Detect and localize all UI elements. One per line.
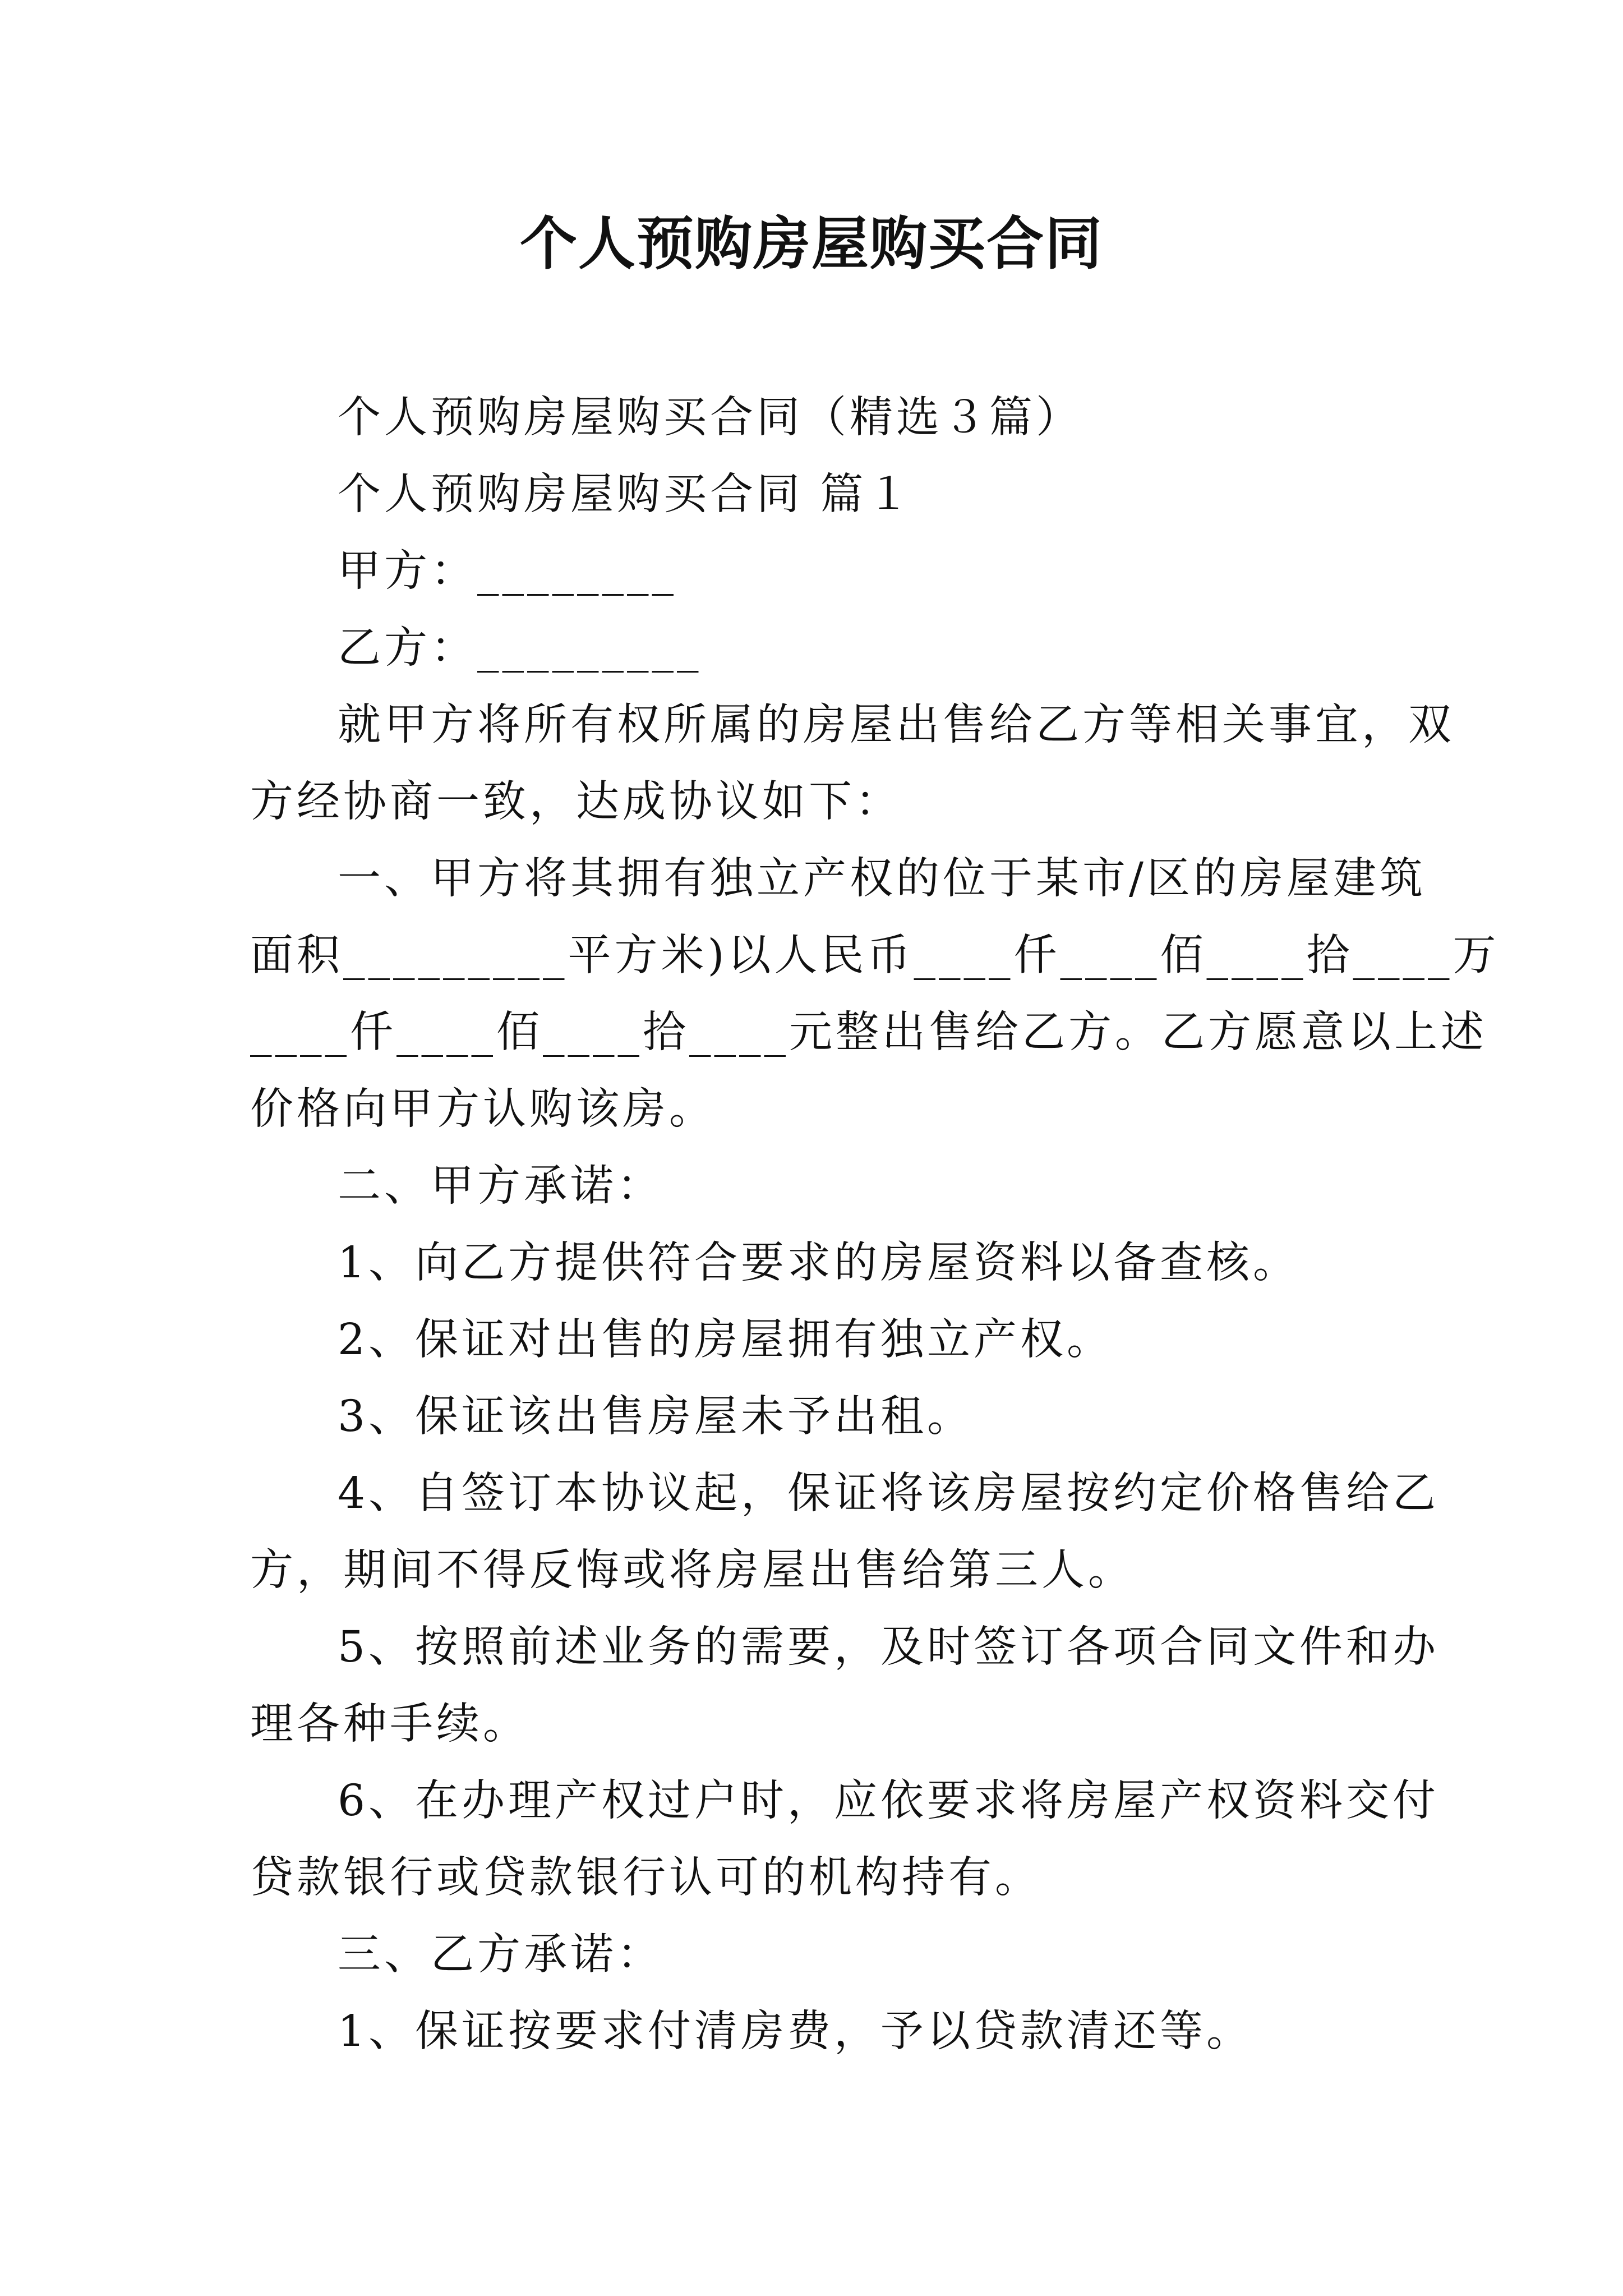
paragraph-line: 一、甲方将其拥有独立产权的位于某市/区的房屋建筑 [338, 854, 1426, 904]
clause-heading: 三、乙方承诺： [338, 1930, 663, 1980]
paragraph-line: 面积_________平方米)以人民币____仟____佰____拾____万 [250, 931, 1500, 981]
clause-item: 方，期间不得反悔或将房屋出售给第三人。 [250, 1545, 1135, 1595]
clause-item: 3、保证该出售房屋未予出租。 [338, 1392, 974, 1442]
section-heading: 个人预购房屋购买合同 篇１ [338, 470, 914, 519]
party-a-line: 甲方：________ [338, 546, 677, 596]
clause-item: 1、向乙方提供符合要求的房屋资料以备查核。 [338, 1238, 1299, 1288]
subtitle-line: 个人预购房屋购买合同（精选３篇） [338, 393, 1082, 443]
clause-item: 6、在办理产权过户时，应依要求将房屋产权资料交付 [338, 1776, 1439, 1826]
document-body [250, 379, 1500, 2070]
clause-item: 1、保证按要求付清房费，予以贷款清还等。 [338, 2007, 1253, 2056]
clause-heading: 二、甲方承诺： [338, 1161, 663, 1211]
clause-item: 4、自签订本协议起，保证将该房屋按约定价格售给乙 [338, 1469, 1439, 1519]
clause-item: 理各种手续。 [250, 1699, 529, 1749]
paragraph-line: ____仟____佰____拾____元整出售给乙方。乙方愿意以上述 [250, 1007, 1487, 1057]
paragraph-line: 就甲方将所有权所属的房屋出售给乙方等相关事宜，双 [338, 700, 1455, 750]
clause-item: 贷款银行或贷款银行认可的机构持有。 [250, 1853, 1041, 1903]
document-title: 个人预购房屋购买合同 [520, 210, 1103, 278]
clause-item: 5、按照前述业务的需要，及时签订各项合同文件和办 [338, 1622, 1439, 1672]
paragraph-line: 方经协商一致，达成协议如下： [250, 777, 902, 827]
clause-item: 2、保证对出售的房屋拥有独立产权。 [338, 1315, 1113, 1365]
party-b-line: 乙方：_________ [338, 623, 702, 673]
paragraph-line: 价格向甲方认购该房。 [250, 1084, 716, 1134]
